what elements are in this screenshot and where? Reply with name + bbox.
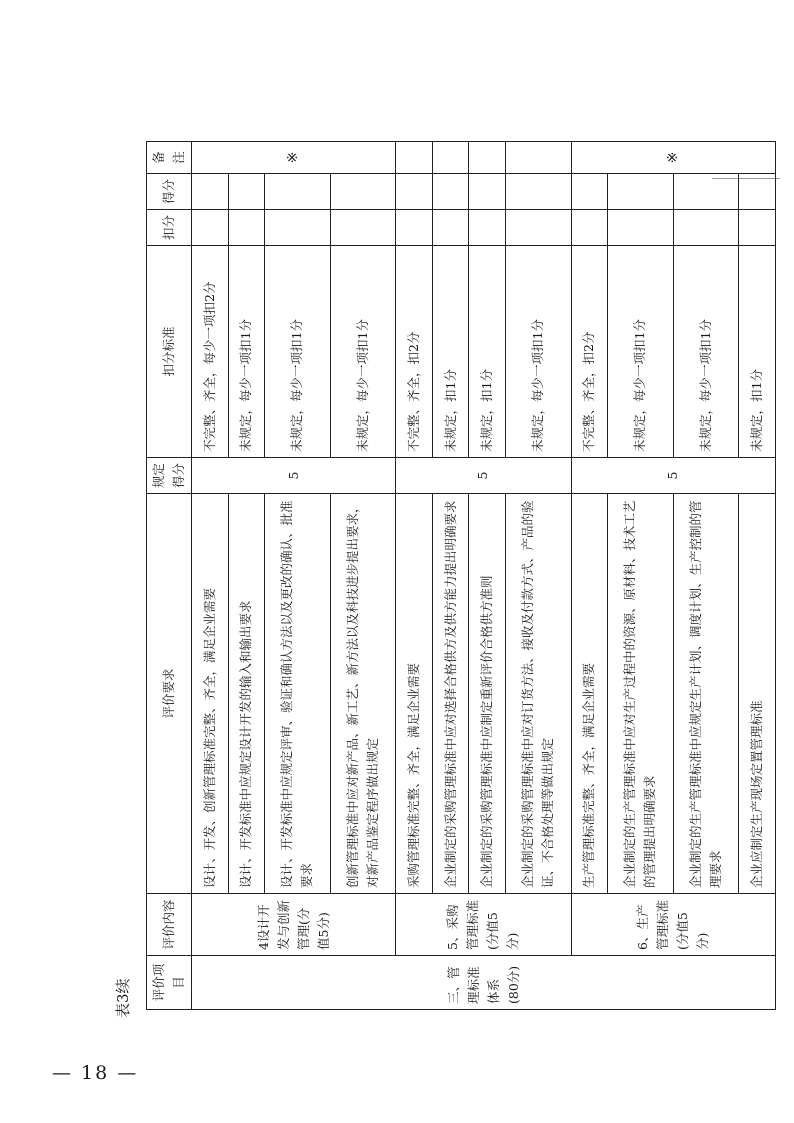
score-cell [396,174,433,210]
table-row [265,142,331,1010]
requirement-cell: 创新管理标准中应对新产品、新工艺、新方法以及科技进步提出要求，对新产品鉴定程序做出规定 [330,494,396,894]
table-row [432,142,469,1010]
stipulated-score: 5 [192,458,396,494]
table-row [396,142,433,1010]
requirement-cell: 企业制定的生产管理标准中应对生产过程中的资源、原材料、技术工艺的管理提出明确要求 [608,494,674,894]
section-content: 5、采购管理标准(分值5分) [396,894,571,956]
score-cell [739,174,776,210]
header-remark: 备注 [147,142,192,174]
deduction-cell [571,210,608,246]
deduction-standard-cell: 未规定，每少一项扣1分 [608,246,674,458]
requirement-cell: 企业应制定生产现场定置管理标准 [739,494,776,894]
header-row [147,142,192,1010]
score-cell [228,174,265,210]
requirement-cell: 企业制定的生产管理标准中应规定生产计划、调度计划、生产控制的管理要求 [673,494,739,894]
requirement-cell: 采购管理标准完整、齐全，满足企业需要 [396,494,433,894]
header-requirement: 评价要求 [147,494,192,894]
remark-cell: ※ [571,142,775,174]
table-row [228,142,265,1010]
requirement-cell: 企业制定的采购管理标准中应对选择合格供方及供方能力提出明确要求 [432,494,469,894]
deduction-cell [228,210,265,246]
remark-cell: ※ [192,142,396,174]
requirement-cell: 设计、开发标准中应规定评审、验证和确认方法以及更改的确认、批准要求 [265,494,331,894]
deduction-standard-cell: 未规定，扣1分 [432,246,469,458]
remark-cell [505,142,571,174]
header-score: 得分 [147,174,192,210]
deduction-standard-cell: 未规定，扣1分 [469,246,506,458]
score-cell [608,174,674,210]
deduction-cell [330,210,396,246]
deduction-cell [505,210,571,246]
stipulated-score: 5 [571,458,775,494]
deduction-standard-cell: 不完整、齐全，扣2分 [571,246,608,458]
score-cell [505,174,571,210]
page-number: — 18 — [52,1062,139,1084]
table-row [505,142,571,1010]
project-label: 三、管理标准体系(80分) [192,956,776,1010]
section-content: 4设计开发与创新管理(分值5分) [192,894,396,956]
table-row [469,142,506,1010]
deduction-cell [265,210,331,246]
requirement-cell: 企业制定的采购管理标准中应对订货方法、接收及付款方式、产品的验证、不合格处理等做出规定 [505,494,571,894]
deduction-standard-cell: 不完整、齐全，扣2分 [396,246,433,458]
score-cell [571,174,608,210]
table-row [608,142,674,1010]
table-row [571,142,608,1010]
header-deduction-standard: 扣分标准 [147,246,192,458]
evaluation-table [146,141,776,1010]
deduction-cell [396,210,433,246]
remark-cell [396,142,433,174]
deduction-standard-cell: 未规定，扣1分 [739,246,776,458]
deduction-cell [608,210,674,246]
deduction-cell [469,210,506,246]
deduction-standard-cell: 未规定，每少一项扣1分 [265,246,331,458]
table-row [739,142,776,1010]
header-deduction: 扣分 [147,210,192,246]
score-cell [265,174,331,210]
deduction-standard-cell: 未规定，每少一项扣1分 [505,246,571,458]
header-project: 评价项目 [147,956,192,1010]
score-cell [432,174,469,210]
requirement-cell: 生产管理标准完整、齐全，满足企业需要 [571,494,608,894]
deduction-standard-cell: 未规定，每少一项扣1分 [228,246,265,458]
deduction-standard-cell: 未规定，每少一项扣1分 [673,246,739,458]
table-row [673,142,739,1010]
table-caption: 表3续 [114,978,132,1018]
header-stipulated-score: 规定得分 [147,458,192,494]
deduction-cell [673,210,739,246]
requirement-cell: 设计、开发标准中应规定设计开发的输入和输出要求 [228,494,265,894]
section-content: 6、生产管理标准(分值5分) [571,894,775,956]
stipulated-score: 5 [396,458,571,494]
deduction-standard-cell: 不完整、齐全，每少一项扣2分 [192,246,229,458]
remark-cell [432,142,469,174]
score-cell [673,174,739,210]
score-cell [192,174,229,210]
deduction-cell [739,210,776,246]
requirement-cell: 设计、开发、创新管理标准完整、齐全，满足企业需要 [192,494,229,894]
rotated-table-container [146,142,776,1010]
deduction-standard-cell: 未规定，每少一项扣1分 [330,246,396,458]
deduction-cell [432,210,469,246]
score-cell [469,174,506,210]
deduction-cell [192,210,229,246]
score-cell [330,174,396,210]
table-row [192,142,229,1010]
requirement-cell: 企业制定的采购管理标准中应制定重新评价合格供方准则 [469,494,506,894]
header-content: 评价内容 [147,894,192,956]
remark-cell [469,142,506,174]
table-row [330,142,396,1010]
